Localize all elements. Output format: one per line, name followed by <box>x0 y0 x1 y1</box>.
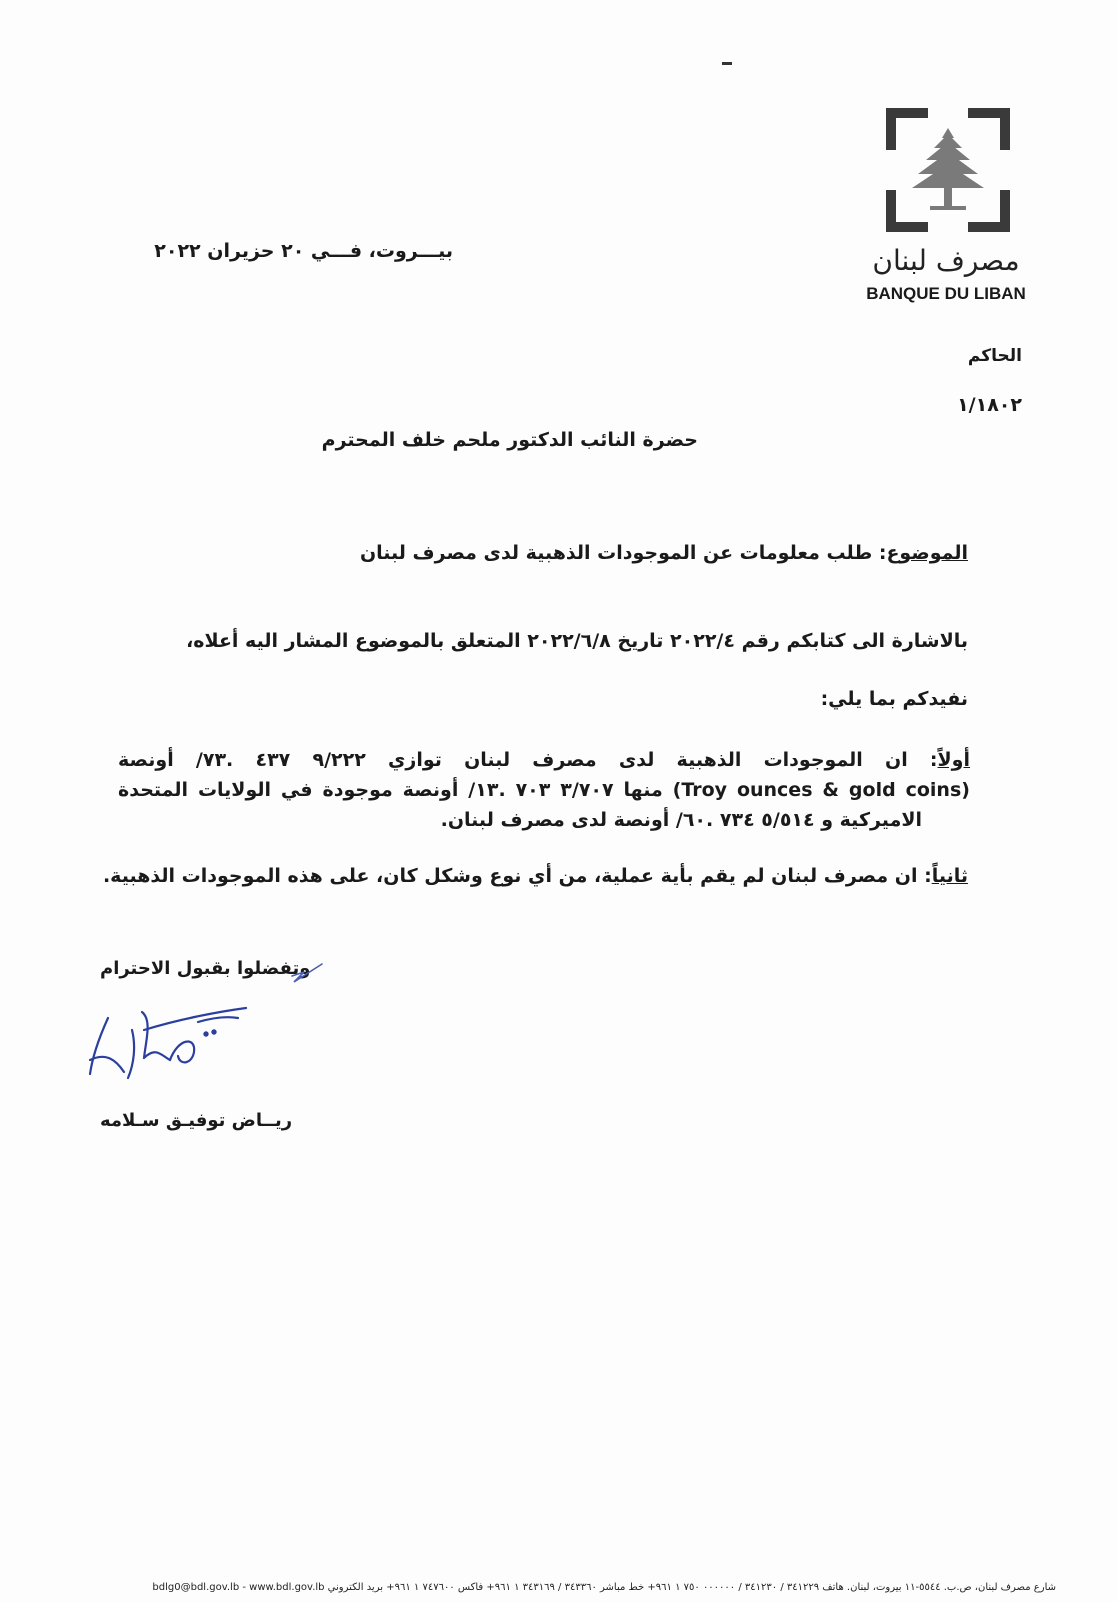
closing-line: وتفضلوا بقبول الاحترام <box>100 958 311 979</box>
subject-text: : طلب معلومات عن الموجودات الذهبية لدى مصرف لبنان <box>359 542 887 564</box>
bank-name-arabic: مصرف لبنان <box>872 244 1020 277</box>
inform-line: نفيدكم بما يلي: <box>820 688 968 710</box>
first-point-line-2: (Troy ounces & gold coins) منها ٣/٧٠٧ ٧٠٣ .١٣/ أونصة موجودة في الولايات المتحدة <box>118 779 970 801</box>
signature-icon <box>86 1000 261 1085</box>
subject-label: الموضوع <box>886 542 968 564</box>
first-point <box>98 745 970 835</box>
letter-date: بيـــروت، فـــي ٢٠ حزيران ٢٠٢٢ <box>154 240 453 262</box>
reference-paragraph: بالاشارة الى كتابكم رقم ٢٠٢٢/٤ تاريخ ٢٠٢٢/٦/٨ المتعلق بالموضوع المشار اليه أعلاه، <box>186 630 968 652</box>
addressee: حضرة النائب الدكتور ملحم خلف المحترم <box>321 429 698 451</box>
governor-label: الحاكم <box>967 346 1022 366</box>
second-point: ثانياً: ان مصرف لبنان لم يقم بأية عملية، من أي نوع وشكل كان، على هذه الموجودات الذهبية. <box>102 865 968 887</box>
first-point-label: أولاً <box>937 749 971 771</box>
reference-number: ١/١٨٠٢ <box>957 394 1022 416</box>
handwritten-tick-icon <box>290 962 324 984</box>
stray-mark <box>722 62 732 65</box>
bank-name-french: BANQUE DU LIBAN <box>866 284 1026 303</box>
cedar-tree-icon <box>886 108 1010 232</box>
first-point-line-3: الاميركية و ٥/٥١٤ ٧٣٤ .٦٠/ أونصة لدى مصرف لبنان. <box>440 809 922 831</box>
subject-line <box>360 542 968 564</box>
signatory-name: ريــاض توفيـق سـلامه <box>100 1110 293 1131</box>
first-point-line-1: أولاً: ان الموجودات الذهبية لدى مصرف لبنان توازي ٩/٢٢٢ ٤٣٧ .٧٣/ أونصة <box>118 749 971 771</box>
bank-letterhead <box>858 108 1034 308</box>
footer-contact: شارع مصرف لبنان، ص.ب. ٥٥٤٤-١١ بيروت، لبنان. هاتف ٣٤١٢٢٩ / ٣٤١٢٣٠ / ٠٠٠٠٠٠ ٧٥٠ ١ ٩٦١+ خط مباشر ٣٤٣٣٦٠ / ٣٤٣١٦٩ ١ ٩٦١+ فاكس ٧٤٧٦٠٠ ١ ٩٦١+ بريد الكتروني bdlg0@bdl.gov.lb - www.bdl.gov.lb <box>152 1582 1056 1593</box>
second-point-label: ثانياً <box>931 865 968 887</box>
